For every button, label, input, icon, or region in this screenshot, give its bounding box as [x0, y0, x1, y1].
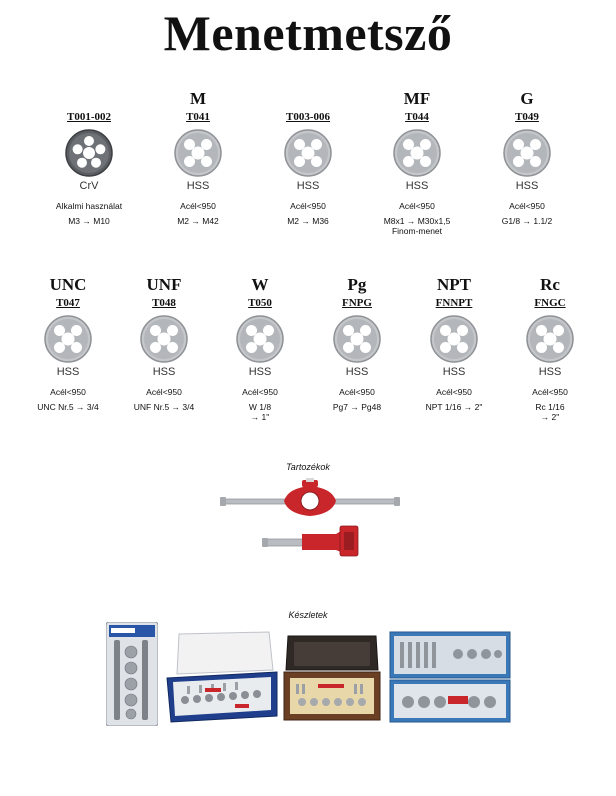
- size-range: M2 → M36: [287, 216, 329, 226]
- thread-type-header: UNF: [146, 275, 182, 294]
- page-title: Menetmetsző: [163, 5, 453, 61]
- size-range-end: → 1": [250, 412, 270, 422]
- die-item-fnpg[interactable]: [302, 274, 412, 412]
- product-code: T048: [152, 297, 176, 309]
- material-label: HSS: [186, 180, 210, 192]
- blister-pack-set-image[interactable]: [106, 622, 158, 726]
- tap-wrench-icon[interactable]: [262, 524, 362, 560]
- material-label: HSS: [152, 366, 176, 378]
- threading-die-icon: [173, 128, 223, 178]
- product-code: T003-006: [286, 111, 330, 123]
- threading-die-icon: [43, 314, 93, 364]
- thread-type-header: Pg: [347, 275, 367, 294]
- product-code: T047: [56, 297, 80, 309]
- thread-type-header: [34, 88, 144, 110]
- size-range: Rc 1/16: [535, 402, 565, 412]
- sets-caption: Készletek: [288, 610, 328, 620]
- usage-desc: Acél<950: [180, 201, 216, 211]
- size-range: UNC Nr.5 → 3/4: [37, 402, 99, 412]
- material-label: HSS: [296, 180, 320, 192]
- product-code: T049: [515, 111, 539, 123]
- product-code: T041: [186, 111, 210, 123]
- die-item-t049[interactable]: [472, 88, 582, 226]
- die-item-fngc[interactable]: [495, 274, 605, 422]
- material-label: HSS: [345, 366, 369, 378]
- usage-desc: Acél<950: [509, 201, 545, 211]
- product-code: FNNPT: [435, 297, 473, 309]
- thread-type-header: Rc: [540, 275, 560, 294]
- thread-type-header: UNC: [49, 275, 87, 294]
- usage-desc: Acél<950: [50, 387, 86, 397]
- threading-die-icon: [283, 128, 333, 178]
- die-item-t050[interactable]: [205, 274, 315, 422]
- thread-type-header: MF: [403, 89, 431, 108]
- size-range: M3 → M10: [68, 216, 110, 226]
- thread-type-header: NPT: [437, 275, 471, 294]
- size-range: M8x1 → M30x1,5: [383, 216, 451, 226]
- die-item-fnnpt[interactable]: [399, 274, 509, 412]
- die-item-t003[interactable]: [253, 88, 363, 226]
- usage-desc: Alkalmi használat: [55, 201, 123, 211]
- wooden-case-set-image[interactable]: [282, 634, 382, 724]
- material-label: HSS: [248, 366, 272, 378]
- usage-desc: Acél<950: [436, 387, 472, 397]
- product-code: T044: [405, 111, 429, 123]
- accessories-caption: Tartozékok: [286, 462, 330, 472]
- size-range: G1/8 → 1.1/2: [501, 216, 553, 226]
- threading-die-icon: [429, 314, 479, 364]
- material-label: HSS: [405, 180, 429, 192]
- threading-die-icon: [235, 314, 285, 364]
- size-range: M2 → M42: [177, 216, 219, 226]
- thread-type-header: M: [189, 89, 207, 108]
- threading-die-dark-icon: [64, 128, 114, 178]
- size-range: W 1/8: [248, 402, 272, 412]
- size-range-end: → 2": [540, 412, 560, 422]
- usage-desc: Acél<950: [146, 387, 182, 397]
- threading-die-icon: [332, 314, 382, 364]
- thread-type-header: G: [520, 89, 534, 108]
- threading-die-icon: [139, 314, 189, 364]
- material-label: HSS: [56, 366, 80, 378]
- product-code: T050: [248, 297, 272, 309]
- thread-type-header: W: [251, 275, 269, 294]
- metal-case-set-image[interactable]: [388, 628, 512, 726]
- die-item-t044[interactable]: [362, 88, 472, 236]
- size-range-note: Finom-menet: [391, 226, 443, 236]
- white-case-set-image[interactable]: [165, 630, 279, 724]
- usage-desc: Acél<950: [339, 387, 375, 397]
- usage-desc: Acél<950: [399, 201, 435, 211]
- material-label: HSS: [538, 366, 562, 378]
- size-range: UNF Nr.5 → 3/4: [133, 402, 195, 412]
- usage-desc: Acél<950: [242, 387, 278, 397]
- usage-desc: Acél<950: [290, 201, 326, 211]
- threading-die-icon: [392, 128, 442, 178]
- product-code: FNGC: [534, 297, 566, 309]
- size-range: Pg7 → Pg48: [332, 402, 382, 412]
- product-code: T001-002: [67, 111, 111, 123]
- product-code: FNPG: [342, 297, 372, 309]
- usage-desc: Acél<950: [532, 387, 568, 397]
- material-label: CrV: [79, 180, 99, 192]
- size-range: NPT 1/16 → 2": [425, 402, 483, 412]
- die-item-t041[interactable]: [143, 88, 253, 226]
- die-item-t047[interactable]: [13, 274, 123, 412]
- thread-type-header: [253, 88, 363, 110]
- threading-die-icon: [525, 314, 575, 364]
- die-item-t048[interactable]: [109, 274, 219, 412]
- material-label: HSS: [442, 366, 466, 378]
- threading-die-icon: [502, 128, 552, 178]
- die-stock-wrench-icon[interactable]: [218, 478, 402, 526]
- material-label: HSS: [515, 180, 539, 192]
- die-item-t001[interactable]: [34, 88, 144, 226]
